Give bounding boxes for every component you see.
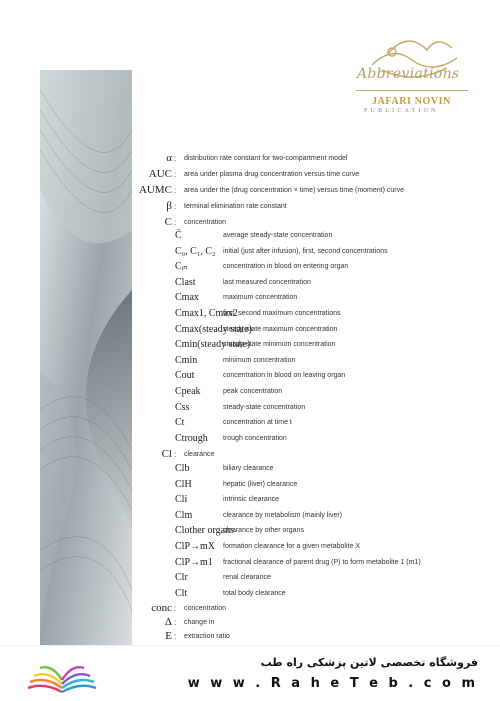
logo-wordmark: Abbreviations [357, 66, 460, 82]
colon-separator: : [174, 218, 177, 227]
sub-abbr-definition: first, second maximum concentrations [223, 310, 341, 317]
sub-abbr-definition: steady-state minimum concentration [223, 341, 336, 349]
publication-label: PUBLICATION [364, 108, 439, 114]
sub-abbr-symbol: ClP→mX [175, 541, 216, 552]
logo-divider [356, 90, 468, 91]
sub-abbr-symbol: Clt [175, 587, 188, 599]
sub-abbr-symbol: Cmax1, Cmax2 [175, 308, 238, 319]
sub-abbr-definition: maximum concentration [223, 294, 298, 302]
colon-separator: : [174, 632, 177, 641]
sub-abbr-symbol: Clb [175, 463, 190, 474]
sub-abbr-symbol: Css [175, 401, 190, 413]
decorative-art-panel [40, 70, 132, 645]
sub-abbr-definition: hepatic (liver) clearance [223, 480, 298, 488]
sub-abbr-definition: minimum concentration [223, 356, 296, 364]
sub-abbr-definition: concentration at time t [223, 419, 292, 427]
sub-abbr-symbol: ClH [175, 478, 192, 490]
sub-abbr-definition: initial (just after infusion), first, second concentrations [223, 247, 388, 255]
footer-banner [0, 645, 500, 701]
abbr-symbol: Cl [161, 448, 172, 460]
sub-abbr-symbol: ClP→m1 [175, 556, 213, 568]
store-name: فروشگاه تخصصی لاتین پزشکی راه طب [260, 656, 478, 669]
sub-abbr-definition: biliary clearance [223, 465, 274, 472]
colon-separator: : [174, 154, 177, 163]
sub-abbr-definition: peak concentration [223, 388, 283, 395]
abbr-definition: extraction ratio [184, 633, 230, 640]
colon-separator: : [174, 618, 177, 627]
sub-abbr-definition: clearance by other organs [223, 527, 304, 535]
sub-abbr-definition: clearance by metabolism (mainly liver) [223, 511, 343, 519]
colon-separator: : [174, 604, 177, 613]
sub-abbr-symbol: Cmin(steady state) [175, 339, 251, 351]
sub-abbr-symbol: Cmin [175, 354, 198, 366]
sub-abbr-definition: last measured concentration [223, 278, 311, 286]
sub-abbr-definition: concentration in blood on entering organ [223, 263, 349, 271]
abbr-symbol: AUC [148, 168, 172, 180]
abbr-symbol: C [164, 216, 172, 228]
website-url[interactable]: w w w . R a h e T e b . c o m [187, 676, 478, 691]
colon-separator: : [174, 186, 177, 195]
sub-abbr-symbol: C̄ [175, 230, 182, 241]
colon-separator: : [174, 170, 177, 179]
abbr-symbol: β [166, 200, 172, 212]
abbr-definition: area under plasma drug concentration versus time curve [184, 171, 360, 178]
sub-abbr-definition: steady-state maximum concentration [223, 325, 338, 333]
sub-abbr-symbol: Clast [175, 276, 196, 288]
sub-abbr-symbol: Clr [175, 572, 188, 584]
abbr-definition: concentration [184, 605, 227, 612]
sub-abbr-definition: concentration in blood on leaving organ [223, 372, 346, 380]
abbr-definition: terminal elimination rate constant [184, 203, 287, 210]
abbr-definition: distribution rate constant for two-compartment model [184, 155, 348, 162]
sub-abbr-symbol: C₀, C₁, C₂ [175, 245, 216, 257]
sub-abbr-definition: average steady-state concentration [223, 232, 333, 239]
sub-abbr-symbol: Clother organs [175, 525, 234, 537]
abbr-symbol: Δ [164, 616, 172, 628]
sub-abbr-definition: trough concentration [223, 434, 287, 442]
abbr-symbol: E [165, 630, 172, 642]
abbr-symbol: AUMC [138, 184, 172, 196]
abbr-definition: concentration [184, 219, 227, 226]
open-book-icon [22, 654, 102, 696]
sub-abbr-definition: total body clearance [223, 589, 286, 597]
sub-abbr-symbol: Cᵢₙ [175, 261, 188, 273]
abbr-symbol: conc [151, 602, 172, 614]
sub-abbr-definition: steady-state concentration [223, 403, 306, 411]
abbr-definition: clearance [184, 451, 215, 458]
sub-abbr-definition: fractional clearance of parent drug (P) to form metabolite 1 (m1) [223, 558, 421, 566]
sub-abbr-symbol: Cpeak [175, 386, 201, 397]
sub-abbr-definition: formation clearance for a given metabolite X [223, 543, 360, 550]
sub-abbr-symbol: Cmax [175, 292, 199, 304]
colon-separator: : [174, 450, 177, 459]
sub-abbr-symbol: Cli [175, 494, 188, 506]
colon-separator: : [174, 202, 177, 211]
abbr-definition: change in [184, 619, 215, 626]
publisher-name: JAFARI NOVIN [372, 96, 451, 107]
sub-abbr-definition: intrinsic clearance [223, 496, 280, 504]
sub-abbr-symbol: Cmax(steady state) [175, 323, 252, 335]
sub-abbr-definition: renal clearance [223, 574, 271, 582]
sub-abbr-symbol: Ct [175, 417, 185, 429]
sub-abbr-symbol: Clm [175, 509, 193, 521]
sub-abbr-symbol: Ctrough [175, 432, 208, 444]
abbr-definition: area under the (drug concentration × time) versus time (moment) curve [184, 187, 405, 194]
sub-abbr-symbol: Cout [175, 370, 195, 382]
abbr-symbol: α [166, 152, 172, 164]
